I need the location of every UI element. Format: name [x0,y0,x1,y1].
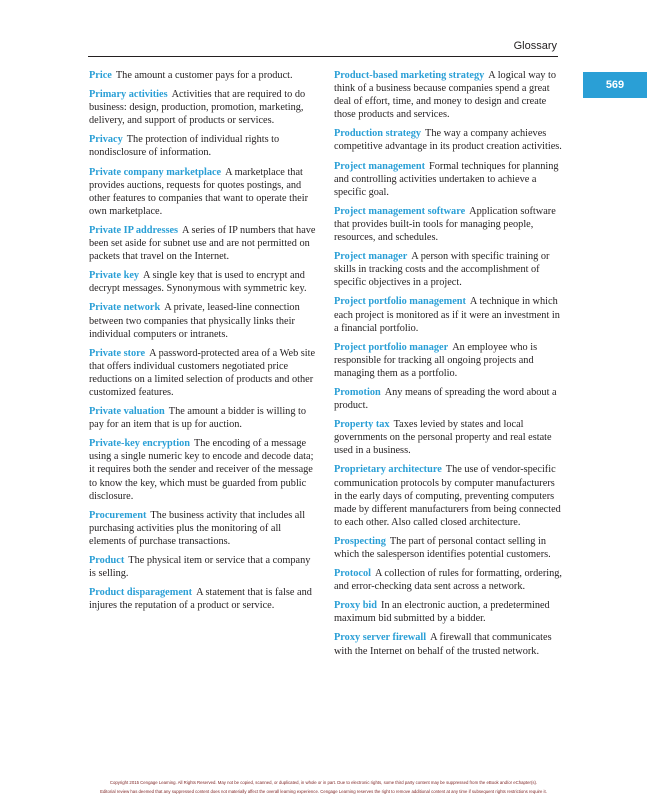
copyright-notice: Copyright 2015 Cengage Learning. All Rights Reserved. May not be copied, scanned, or duplicated, in whole or in part. Due to electronic rights, some third party content may be suppressed from the eBook and/or eChapter(s). [109,780,538,785]
glossary-entry [334,599,562,625]
glossary-entry [89,405,317,431]
glossary-column-left [89,69,317,618]
header-rule [88,56,558,57]
glossary-definition: The physical item or service that a company is selling. [89,555,311,580]
glossary-term: Product-based marketing strategy [334,70,485,81]
glossary-definition: A private, leased-line connection between two companies that physically links their individual computers or intranets. [89,302,300,340]
glossary-definition: A statement that is false and injures the reputation of a product or service. [89,587,312,612]
glossary-entry [89,269,317,295]
glossary-entry [89,88,317,127]
glossary-term: Procurement [89,509,147,521]
glossary-definition: The encoding of a message using a single numeric key to encode and decode data; it requires both the sender and receiver of the message to know the key, which must be guarded from public disclosure. [89,438,314,502]
editorial-notice: Editorial review has deemed that any suppressed content does not materially affect the overall learning experience. Cengage Learning reserves the right to remove additional content at any time if subsequent rights restrictions require it. [100,789,547,794]
glossary-entry [89,166,317,218]
glossary-entry [334,341,562,380]
glossary-definition: The way a company achieves competitive advantage in its product creation activities. [334,128,562,153]
glossary-term: Project management software [334,205,466,217]
glossary-definition: Formal techniques for planning and controlling activities undertaken to achieve a specific goal. [334,160,559,198]
glossary-entry [334,535,562,561]
glossary-entry [89,586,317,612]
glossary-entry [89,509,317,548]
glossary-term: Project management [334,160,426,172]
glossary-entry [334,567,562,593]
glossary-entry [334,127,562,153]
glossary-term: Project portfolio management [334,296,466,308]
glossary-definition: A person with specific training or skills in tracking costs and the accomplishment of specific objectives in a project. [334,251,550,289]
glossary-entry [334,160,562,199]
glossary-term: Private store [89,347,146,359]
glossary-term: Private-key encryption [89,438,190,450]
glossary-entry [334,631,562,657]
glossary-entry [89,437,317,502]
glossary-term: Private key [89,270,140,282]
glossary-definition: Activities that are required to do business: design, production, promotion, marketing, delivery, and support of products or services. [89,89,306,127]
glossary-definition: The business activity that includes all purchasing activities plus the monitoring of all elements of purchase transactions. [89,509,306,547]
glossary-entry [334,250,562,289]
glossary-term: Private IP addresses [89,224,179,236]
glossary-definition: A marketplace that provides auctions, requests for quotes postings, and other features to companies that want to operate their own marketplace. [89,166,309,217]
glossary-entry [89,554,317,580]
glossary-definition: A single key that is used to encrypt and decrypt messages. Synonymous with symmetric key. [89,270,307,295]
glossary-term: Production strategy [334,128,422,140]
glossary-definition: A logical way to think of a business because companies spend a great deal of effort, time, and money to design and create those products and services. [334,70,557,121]
glossary-term: Project manager [334,251,408,263]
glossary-column-right [334,69,562,664]
glossary-entry [89,69,317,82]
glossary-entry [89,347,317,399]
glossary-term: Promotion [334,386,381,398]
glossary-term: Privacy [89,134,123,146]
glossary-entry [334,386,562,412]
glossary-definition: The protection of individual rights to nondisclosure of information. [89,134,280,159]
glossary-definition: A technique in which each project is monitored as if it were an investment in a financial portfolio. [334,296,560,334]
glossary-term: Private valuation [89,406,165,418]
glossary-definition: Application software that provides built-in tools for managing people, resources, and schedules. [334,205,556,244]
glossary-definition: A firewall that communicates with the Internet on behalf of the trusted network. [334,632,552,657]
glossary-definition: The amount a bidder is willing to pay for an item that is up for auction. [89,406,307,431]
glossary-definition: The use of vendor-specific communication protocols by computer manufacturers in the early days of computing, preventing computers made by different manufacturers from being connected to each other. Also called closed architecture. [334,464,561,528]
glossary-definition: The part of personal contact selling in which the salesperson identifies potential customers. [334,535,551,560]
glossary-term: Private network [89,302,161,314]
glossary-term: Project portfolio manager [334,341,449,353]
glossary-definition: Any means of spreading the word about a product. [334,386,557,412]
glossary-term: Proxy bid [334,600,378,612]
glossary-entry [334,463,562,528]
glossary-definition: A collection of rules for formatting, ordering, and error-checking data sent across a network. [334,568,562,593]
glossary-term: Property tax [334,419,390,431]
glossary-entry [89,133,317,159]
glossary-definition: A password-protected area of a Web site that offers individual customers negotiated price reductions on a limited selection of products and other customized features. [89,347,316,398]
glossary-term: Product [89,555,125,566]
glossary-definition: An employee who is responsible for tracking all ongoing projects and managing them as a portfolio. [334,341,538,379]
glossary-term: Proprietary architecture [334,464,442,476]
glossary-term: Product disparagement [89,587,193,599]
glossary-entry [89,301,317,340]
glossary-definition: In an electronic auction, a predetermined maximum bid submitted by a bidder. [334,600,550,625]
glossary-entry [334,205,562,244]
glossary-term: Prospecting [334,535,386,547]
glossary-definition: Taxes levied by states and local governments on the personal property and real estate used in a business. [334,419,552,457]
page-number-tab: 569 [583,72,647,98]
glossary-entry [89,224,317,263]
glossary-term: Price [89,70,112,81]
glossary-entry [334,418,562,457]
running-header: Glossary [513,40,557,52]
glossary-entry [334,69,562,121]
glossary-definition: The amount a customer pays for a product. [115,70,293,81]
glossary-entry [334,295,562,334]
glossary-term: Private company marketplace [89,166,222,178]
glossary-term: Primary activities [89,89,168,101]
glossary-term: Proxy server firewall [334,632,427,644]
glossary-definition: A series of IP numbers that have been set aside for subnet use and are not permitted on packets that travel on the Internet. [89,224,316,263]
glossary-term: Protocol [334,568,371,580]
